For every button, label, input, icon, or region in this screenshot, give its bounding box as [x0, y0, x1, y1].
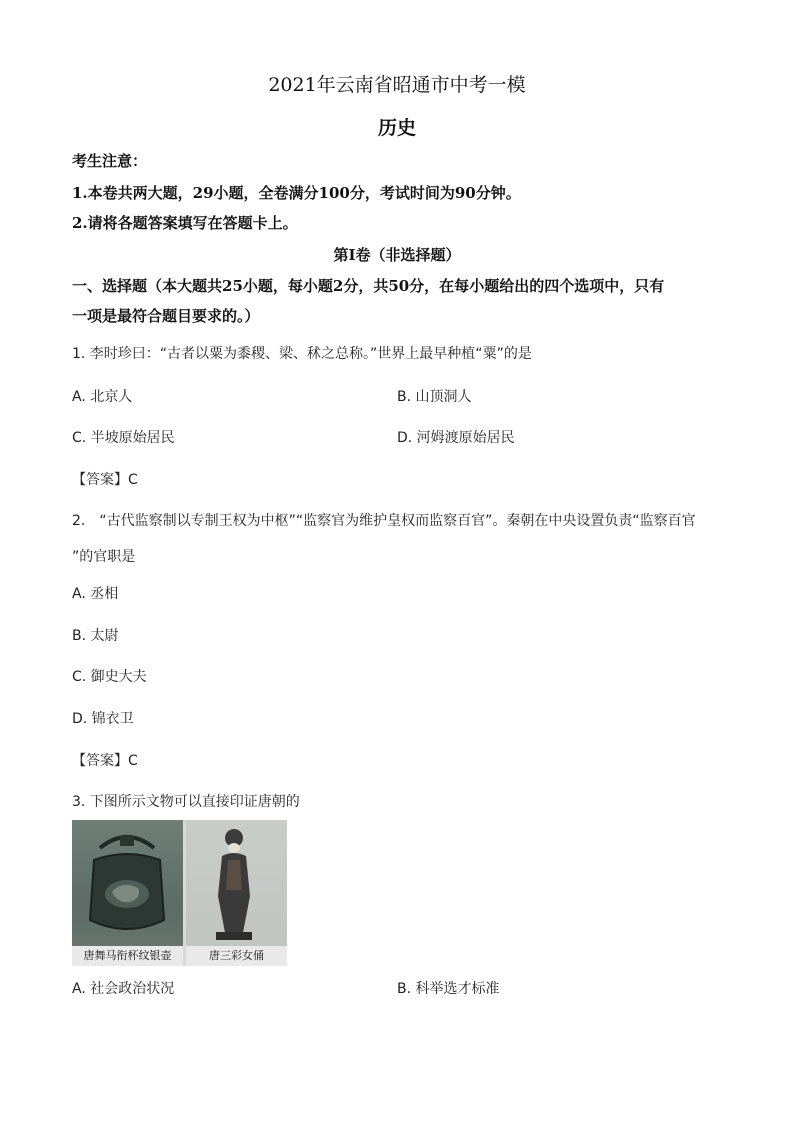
- figure-caption-left: 唐舞马衔杯纹银壶: [72, 946, 183, 966]
- q1-option-c: C. 半坡原始居民: [72, 430, 175, 446]
- q3-option-a: A. 社会政治状况: [72, 981, 175, 997]
- q1-answer: [72, 469, 138, 489]
- exam-subject: 历史: [377, 117, 416, 139]
- section-instruction-1: 一、选择题（本大题共25小题，每小题2分，共50分，在每小题给出的四个选项中，只有: [72, 277, 665, 295]
- q2-option-b: B. 太尉: [72, 628, 119, 644]
- figure-caption-right: 唐三彩女俑: [186, 946, 287, 966]
- answer-value: C: [128, 472, 138, 488]
- q3-stem: 3. 下图所示文物可以直接印证唐朝的: [72, 794, 300, 810]
- answer-value: C: [128, 753, 138, 769]
- tricolor-figurine-photo: [186, 820, 287, 966]
- q3-artifact-figure: [72, 820, 287, 966]
- section-instruction-2: 一项是最符合题目要求的。）: [72, 307, 260, 325]
- volume-title: 第Ⅰ卷（非选择题）: [333, 246, 461, 264]
- q2-answer: [72, 750, 138, 770]
- q2-option-d: D. 锦衣卫: [72, 711, 134, 727]
- q1-option-d: D. 河姆渡原始居民: [397, 430, 515, 446]
- figurine-icon: [186, 820, 287, 946]
- exam-title: 2021年云南省昭通市中考一模: [268, 74, 526, 96]
- answer-label: 【答案】: [72, 472, 128, 488]
- notice-line-2: 2.请将各题答案填写在答题卡上。: [72, 214, 298, 232]
- q1-option-b: B. 山顶洞人: [397, 389, 472, 405]
- q2-stem-line-2: ”的官职是: [72, 549, 136, 565]
- q1-option-a: A. 北京人: [72, 389, 133, 405]
- q1-stem: 1. 李时珍曰：“古者以粟为黍稷、梁、秫之总称。”世界上最早种植“粟”的是: [72, 346, 532, 362]
- notice-line-1: 1.本卷共两大题，29小题，全卷满分100分，考试时间为90分钟。: [72, 184, 521, 202]
- answer-label: 【答案】: [72, 753, 128, 769]
- notice-heading: 考生注意：: [72, 152, 148, 170]
- q2-option-c: C. 御史大夫: [72, 669, 147, 685]
- silver-pot-photo: [72, 820, 183, 966]
- q2-stem-line-1: 2. “古代监察制以专制王权为中枢”“监察官为维护皇权而监察百官”。秦朝在中央设置负责“监察百官: [72, 513, 696, 529]
- q2-option-a: A. 丞相: [72, 586, 119, 602]
- silver-pot-icon: [72, 820, 183, 946]
- q3-option-b: B. 科举选才标准: [397, 981, 500, 997]
